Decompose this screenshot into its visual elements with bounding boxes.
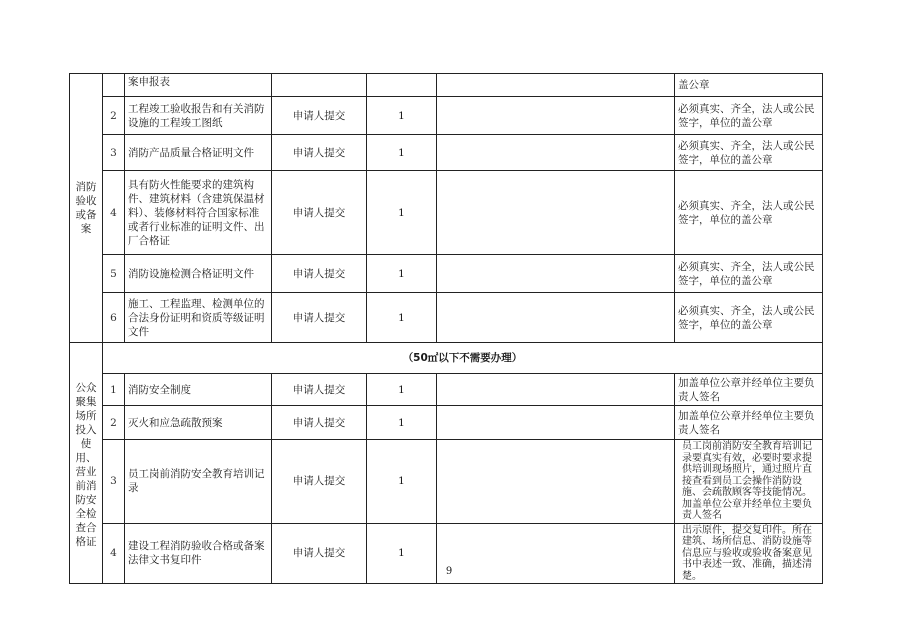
row-number: 2 [103, 406, 125, 440]
table-row [70, 293, 823, 343]
requirement-cell: 盖公章 [675, 74, 823, 97]
table-row [70, 255, 823, 293]
count-cell: 1 [367, 97, 437, 135]
count-cell: 1 [367, 440, 437, 524]
table-row [70, 406, 823, 440]
requirement-cell: 加盖单位公章并经单位主要负责人签名 [675, 374, 823, 406]
count-cell: 1 [367, 523, 437, 584]
row-number: 3 [103, 440, 125, 524]
material-cell: 消防产品质量合格证明文件 [125, 135, 272, 171]
category-inspection: 公众聚集场所投入使用、营业前消防安全检查合格证 [70, 343, 103, 584]
requirement-cell: 必须真实、齐全，法人或公民签字，单位的盖公章 [675, 293, 823, 343]
table-row [70, 74, 823, 97]
table-row [70, 135, 823, 171]
submitter-cell: 申请人提交 [272, 523, 367, 584]
material-cell: 灭火和应急疏散预案 [125, 406, 272, 440]
count-cell: 1 [367, 135, 437, 171]
page-number: 9 [445, 566, 453, 577]
row-number: 3 [103, 135, 125, 171]
blank-cell [437, 97, 675, 135]
submitter-cell: 申请人提交 [272, 293, 367, 343]
blank-cell [437, 374, 675, 406]
submitter-cell [272, 74, 367, 97]
requirement-cell: 必须真实、齐全，法人或公民签字，单位的盖公章 [675, 135, 823, 171]
requirement-cell: 员工岗前消防安全教育培训记录要真实有效，必要时要求提供培训现场照片，通过照片直接查看到员工会操作消防设施、会疏散顾客等技能情况。加盖单位公章并经单位主要负责人签名 [675, 440, 823, 524]
requirement-cell: 必须真实、齐全，法人或公民签字，单位的盖公章 [675, 97, 823, 135]
count-cell: 1 [367, 374, 437, 406]
count-cell: 1 [367, 406, 437, 440]
category-acceptance: 消防验收或备案 [70, 74, 103, 343]
table-row [70, 440, 823, 524]
blank-cell [437, 171, 675, 255]
submitter-cell: 申请人提交 [272, 135, 367, 171]
material-cell: 消防安全制度 [125, 374, 272, 406]
submitter-cell: 申请人提交 [272, 171, 367, 255]
submitter-cell: 申请人提交 [272, 440, 367, 524]
material-cell: 员工岗前消防安全教育培训记录 [125, 440, 272, 524]
material-cell: 工程竣工验收报告和有关消防设施的工程竣工图纸 [125, 97, 272, 135]
row-number: 2 [103, 97, 125, 135]
blank-cell [437, 135, 675, 171]
count-cell: 1 [367, 171, 437, 255]
material-cell: 消防设施检测合格证明文件 [125, 255, 272, 293]
row-number: 4 [103, 523, 125, 584]
row-number [103, 74, 125, 97]
submitter-cell: 申请人提交 [272, 374, 367, 406]
blank-cell [437, 406, 675, 440]
submitter-cell: 申请人提交 [272, 255, 367, 293]
row-number: 5 [103, 255, 125, 293]
materials-table [69, 73, 823, 584]
material-cell: 具有防火性能要求的建筑构件、建筑材料（含建筑保温材料）、装修材料符合国家标准或者行业标准的证明文件、出厂合格证 [125, 171, 272, 255]
requirement-cell: 必须真实、齐全，法人或公民签字，单位的盖公章 [675, 255, 823, 293]
table-row [70, 97, 823, 135]
row-number: 6 [103, 293, 125, 343]
requirement-cell: 加盖单位公章并经单位主要负责人签名 [675, 406, 823, 440]
count-cell: 1 [367, 293, 437, 343]
count-cell [367, 74, 437, 97]
blank-cell [437, 74, 675, 97]
material-cell: 案申报表 [125, 74, 272, 97]
material-cell: 建设工程消防验收合格或备案法律文书复印件 [125, 523, 272, 584]
requirement-cell: 必须真实、齐全，法人或公民签字，单位的盖公章 [675, 171, 823, 255]
table-row [70, 343, 823, 374]
count-cell: 1 [367, 255, 437, 293]
submitter-cell: 申请人提交 [272, 406, 367, 440]
blank-cell [437, 440, 675, 524]
notice-banner: （50㎡以下不需要办理） [103, 343, 823, 374]
material-cell: 施工、工程监理、检测单位的合法身份证明和资质等级证明文件 [125, 293, 272, 343]
blank-cell [437, 255, 675, 293]
blank-cell [437, 293, 675, 343]
submitter-cell: 申请人提交 [272, 97, 367, 135]
row-number: 4 [103, 171, 125, 255]
requirement-cell: 出示原件，提交复印件。所在建筑、场所信息、消防设施等信息应与验收或验收备案意见书中表述一致、准确，描述清楚。 [675, 523, 823, 584]
table-row [70, 171, 823, 255]
table-row [70, 374, 823, 406]
row-number: 1 [103, 374, 125, 406]
